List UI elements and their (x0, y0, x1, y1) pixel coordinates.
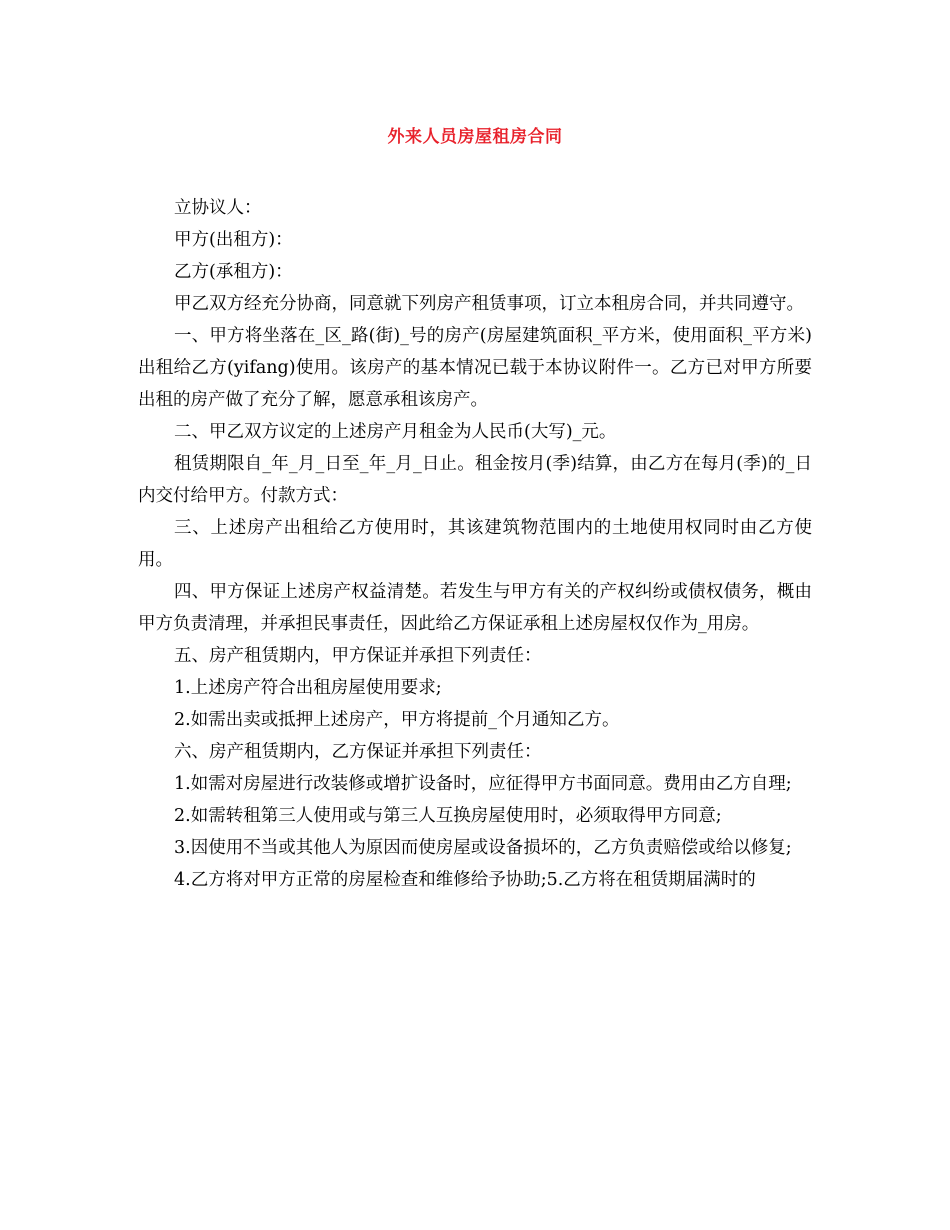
paragraph-clause-4: 四、甲方保证上述房产权益清楚。若发生与甲方有关的产权纠纷或债权债务，概由甲方负责清理，并承担民事责任，因此给乙方保证承租上述房屋权仅作为_用房。 (138, 582, 812, 634)
paragraph-clause-6-item-3: 3.因使用不当或其他人为原因而使房屋或设备损坏的，乙方负责赔偿或给以修复; (174, 838, 792, 858)
paragraph-clause-6: 六、房产租赁期内，乙方保证并承担下列责任： (174, 742, 542, 762)
document-title: 外来人员房屋租房合同 (387, 127, 563, 147)
paragraph-clause-1: 一、甲方将坐落在_区_路(街)_号的房产(房屋建筑面积_平方米，使用面积_平方米)出租给乙方(yifang)使用。该房产的基本情况已载于本协议附件一。乙方已对甲方所要出租的房产做了充分了解，愿意承租该房产。 (138, 326, 812, 410)
paragraph-clause-6-item-1: 1.如需对房屋进行改装修或增扩设备时，应征得甲方书面同意。费用由乙方自理; (174, 774, 792, 794)
paragraph-clause-5: 五、房产租赁期内，甲方保证并承担下列责任： (174, 646, 542, 666)
paragraph-clause-3: 三、上述房产出租给乙方使用时，其该建筑物范围内的土地使用权同时由乙方使用。 (138, 518, 812, 570)
paragraph-clause-6-item-2: 2.如需转租第三人使用或与第三人互换房屋使用时，必须取得甲方同意; (174, 806, 722, 826)
paragraph-party-b: 乙方(承租方)： (174, 262, 293, 282)
paragraph-party-a: 甲方(出租方)： (174, 230, 293, 250)
paragraph-parties-intro: 立协议人： (174, 198, 262, 218)
document-body (138, 192, 812, 896)
paragraph-clause-5-item-2: 2.如需出卖或抵押上述房产，甲方将提前_个月通知乙方。 (174, 710, 620, 730)
paragraph-clause-2: 二、甲乙双方议定的上述房产月租金为人民币(大写)_元。 (174, 422, 617, 442)
paragraph-preamble: 甲乙双方经充分协商，同意就下列房产租赁事项，订立本租房合同，并共同遵守。 (174, 294, 804, 314)
paragraph-clause-5-item-1: 1.上述房产符合出租房屋使用要求; (174, 678, 442, 698)
paragraph-clause-6-item-4: 4.乙方将对甲方正常的房屋检查和维修给予协助;5.乙方将在租赁期届满时的 (174, 870, 756, 890)
paragraph-lease-term: 租赁期限自_年_月_日至_年_月_日止。租金按月(季)结算，由乙方在每月(季)的_日内交付给甲方。付款方式： (138, 454, 812, 506)
